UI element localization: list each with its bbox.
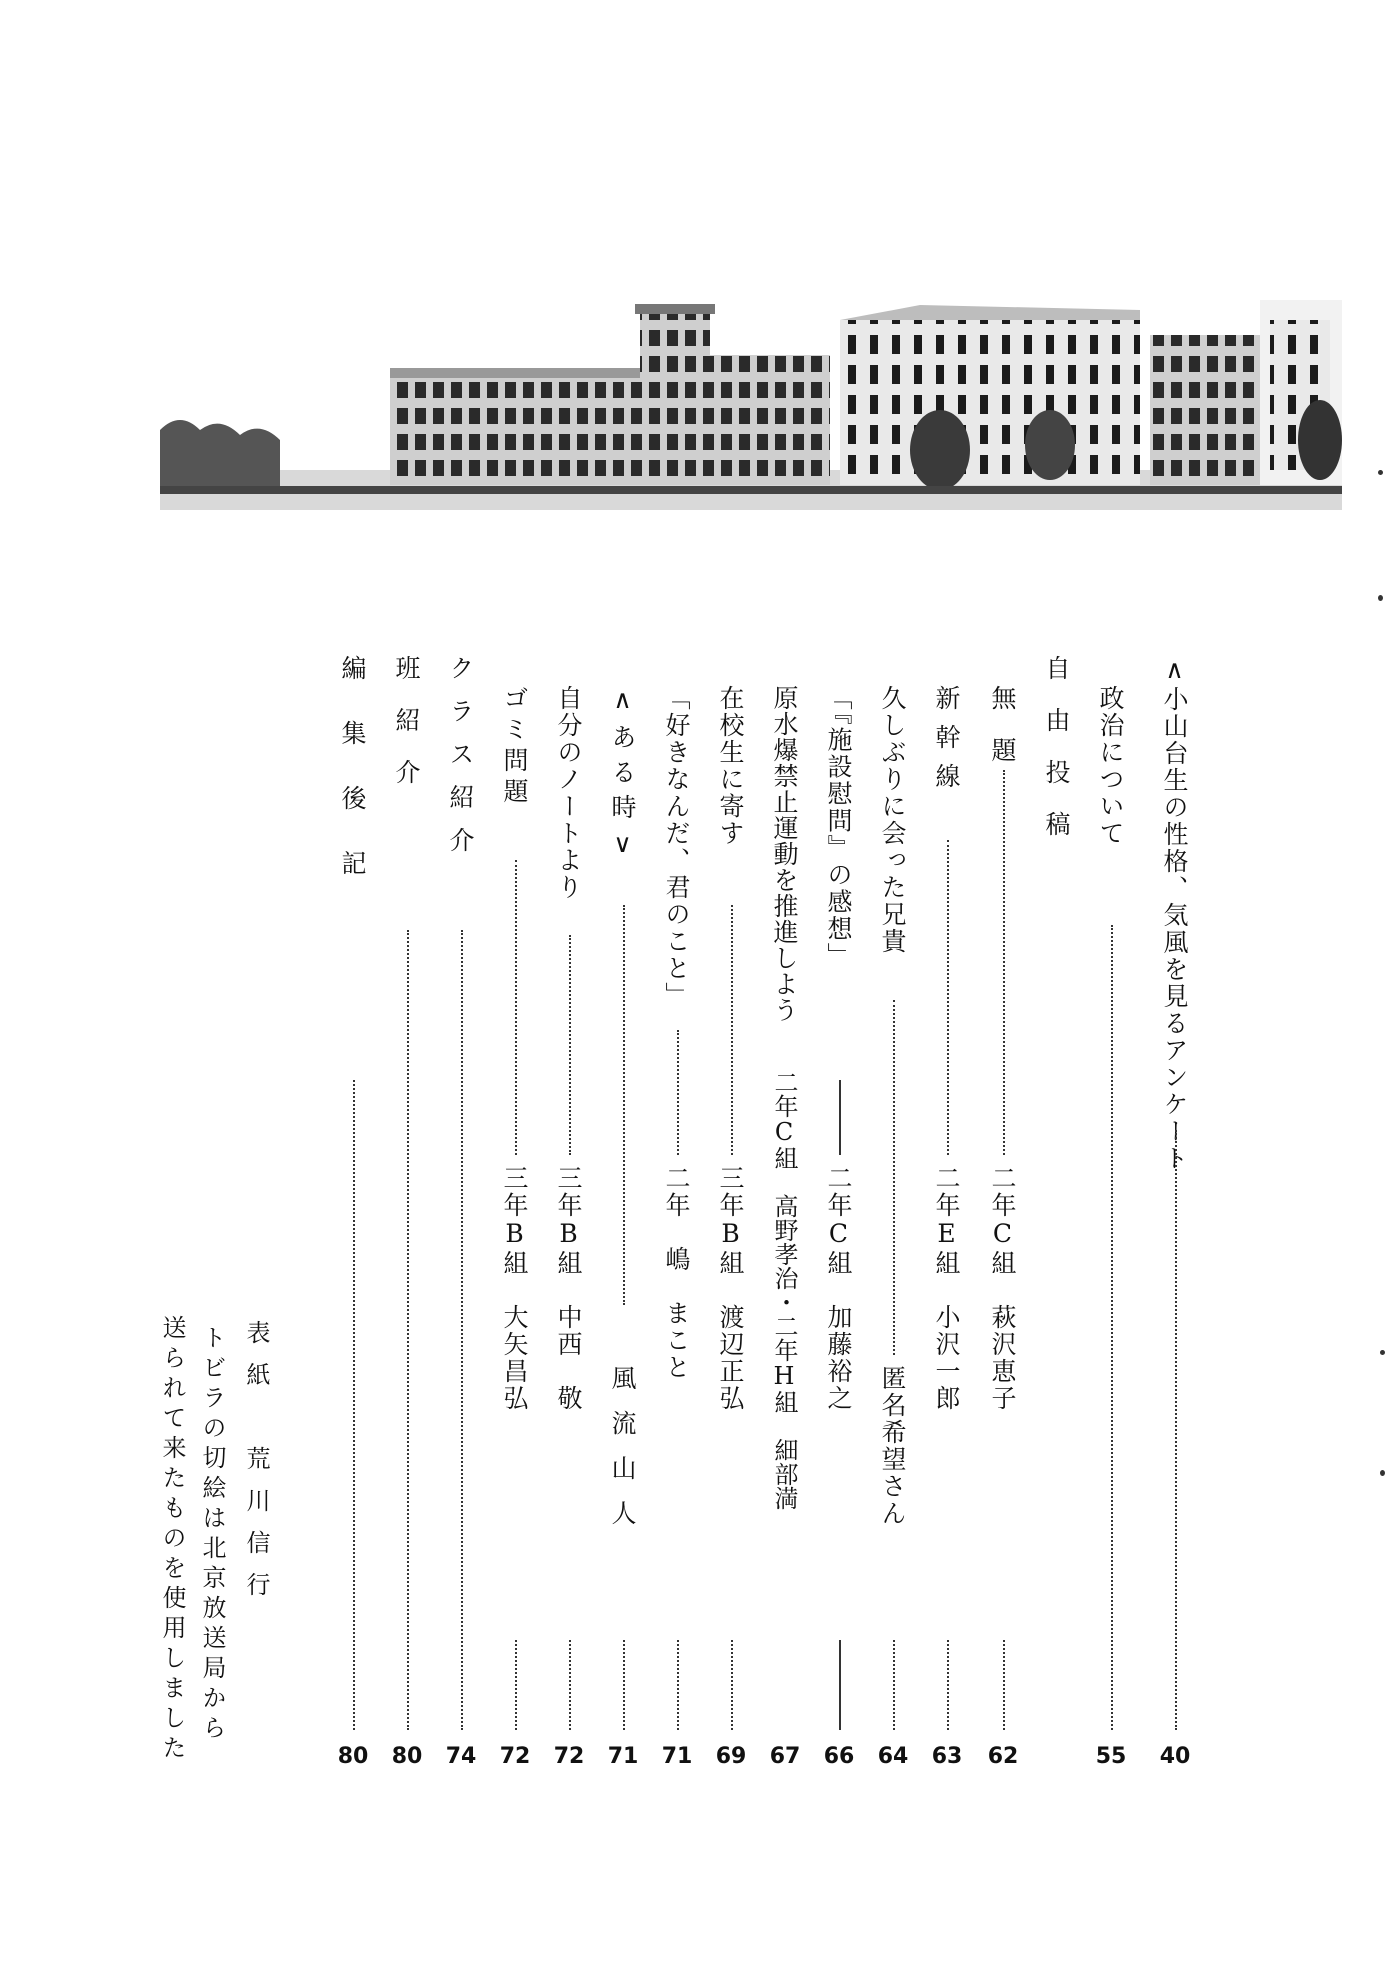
page-number: 71 [661,1744,693,1769]
toc-title: 「『施設慰問』の感想」 [824,685,853,970]
leader-dots [731,905,733,1155]
page-number: 69 [715,1744,747,1769]
section-heading: 自由投稿 [1042,655,1071,863]
leader-dots [947,1640,949,1730]
toc-title: 原水爆禁止運動を推進しよう [770,685,799,1023]
leader-dots [515,1640,517,1730]
toc-title: クラス紹介 [446,655,475,870]
toc-title: 編集後記 [338,655,367,915]
frontispiece-note-line2: 送られて来たものを使用しました [158,1315,186,1765]
toc-title: 自分のノートより [554,685,583,901]
page-number: 80 [391,1744,423,1769]
leader-dots [839,1640,841,1730]
toc-author: 三年B組 大矢昌弘 [500,1165,529,1412]
toc-title: ゴミ問題 [500,685,529,809]
leader-dots [353,1080,355,1730]
toc-author: 風流山人 [608,1365,637,1545]
scan-speck [1380,1470,1385,1476]
toc-author: 二年 嶋 まこと [662,1165,691,1381]
toc-title: ∧ある時∨ [608,685,637,868]
leader-dots [569,935,571,1155]
leader-dots [677,1030,679,1155]
toc-title: ∧小山台生の性格、気風を見るアンケート [1160,655,1189,1172]
leader-dots [569,1640,571,1730]
toc-author: 二年E組 小沢一郎 [932,1165,961,1412]
leader-dots [947,840,949,1155]
toc-author: 匿名希望さん [878,1365,907,1527]
toc-author: 三年B組 渡辺正弘 [716,1165,745,1412]
toc-title: 新幹線 [932,685,961,802]
toc-title: 久しぶりに会った兄貴 [878,685,907,955]
toc-title: 在校生に寄す [716,685,745,847]
page-number: 40 [1159,1744,1191,1769]
toc-title: 「好きなんだ、君のこと」 [662,685,691,1009]
page-number: 62 [987,1744,1019,1769]
toc-author: 二年C組 加藤裕之 [824,1165,853,1412]
leader-dots [731,1640,733,1730]
leader-dots [677,1640,679,1730]
page-number: 55 [1095,1744,1127,1769]
page-number: 72 [499,1744,531,1769]
toc-title: 無題 [988,685,1017,789]
page-number: 66 [823,1744,855,1769]
leader-dots [839,1080,841,1155]
page-number: 74 [445,1744,477,1769]
scan-speck [1380,1350,1385,1355]
toc-author: 二年C組 萩沢恵子 [988,1165,1017,1412]
scan-speck [1378,470,1383,475]
leader-dots [1111,925,1113,1730]
leader-dots [461,930,463,1730]
page-number: 67 [769,1744,801,1769]
toc-title: 班紹介 [392,655,421,811]
toc-author: 三年B組 中西 敬 [554,1165,583,1412]
page-number: 63 [931,1744,963,1769]
leader-dots [623,1640,625,1730]
page-number: 80 [337,1744,369,1769]
leader-dots [1003,1640,1005,1730]
leader-dots [893,1000,895,1355]
leader-dots [1003,770,1005,1155]
toc-title: 政治について [1096,685,1125,847]
page-number: 72 [553,1744,585,1769]
frontispiece-note-line1: トビラの切絵は北京放送局から [198,1325,226,1745]
leader-dots [623,905,625,1305]
page-number: 64 [877,1744,909,1769]
page-number: 71 [607,1744,639,1769]
leader-dots [515,860,517,1155]
leader-dots [893,1640,895,1730]
scan-speck [1378,595,1383,601]
cover-credit: 表紙 荒川信行 [242,1320,270,1614]
leader-dots [407,930,409,1730]
leader-dots [1175,1130,1177,1730]
toc-author: 二年C組 高野孝治・二年H組 細部満 [770,1070,798,1510]
school-building-photo [160,300,1342,510]
